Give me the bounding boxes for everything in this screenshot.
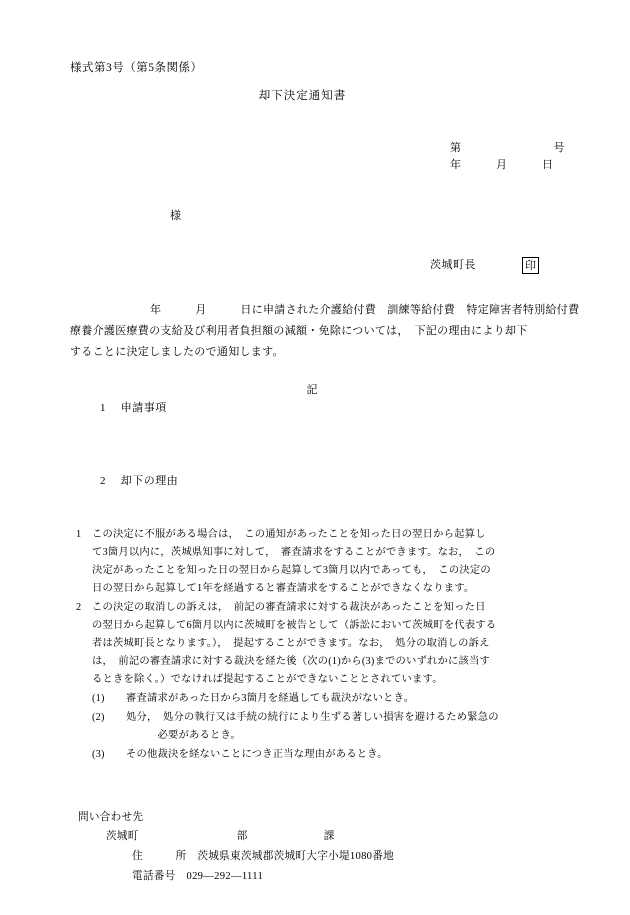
body-line-2: 療養介護医療費の支給及び利用者負担額の減額・免除については， 下記の理由により却下 (70, 324, 528, 337)
note-2-number: 2 (76, 601, 82, 613)
note-2-line-3: 者は茨城町長となります。）， 提起することができます。なお， 処分の取消しの訴え (92, 637, 490, 649)
subitem-2-line-2: 必要があるとき。 (126, 729, 242, 741)
note-1-line-4: 日の翌日から起算して1年を経過すると審査請求をすることができなくなります。 (92, 582, 475, 594)
subitem-2-body (126, 709, 575, 745)
subitem-1-line-1: 審査請求があった日から3箇月を経過しても裁決がないとき。 (126, 692, 415, 704)
body-line-3: することに決定しましたので通知します。 (70, 345, 284, 358)
note-1-body (92, 526, 575, 598)
form-number: 様式第3号（第5条関係） (70, 62, 203, 74)
note-1-number: 1 (76, 528, 82, 540)
seal-icon: 印 (522, 257, 539, 274)
subitem-3-line-1: その他裁決を経ないことにつき正当な理由があるとき。 (126, 748, 388, 760)
subitem-3-body (126, 746, 575, 764)
contact-office: 茨城町 部 課 (106, 831, 335, 843)
note-1-line-2: て3箇月以内に，茨城県知事に対して， 審査請求をすることができます。なお， この (92, 546, 496, 558)
note-2-line-4: は， 前記の審査請求に対する裁決を経た後（次の(1)から(3)までのいずれかに該当す (92, 655, 490, 667)
note-2-line-2: の翌日から起算して6箇月以内に茨城町を被告として（訴訟において茨城町を代表する (92, 619, 497, 631)
contact-address-label: 住 所 (132, 851, 187, 863)
contact-address-line (70, 847, 575, 867)
note-1-line-3: 決定があったことを知った日の翌日から起算して3箇月以内であっても， この決定の (92, 564, 491, 576)
subitem-3-number: (3) (92, 748, 105, 760)
note-2-body (92, 599, 575, 689)
body-line-1: 年 月 日に申請された介護給付費 訓練等給付費 特定障害者特別給付費 (150, 303, 580, 316)
document-date-line: 年 月 日 (450, 158, 554, 171)
note-item (70, 526, 575, 598)
body-paragraph (70, 300, 580, 363)
document-number-line: 第 号 (450, 141, 565, 154)
section-1-blank-area (70, 417, 575, 473)
subitem-1-number: (1) (92, 692, 105, 704)
contact-address-value: 茨城県東茨城郡茨城町大字小堤1080番地 (197, 851, 395, 863)
contact-phone-value: 029—292—1111 (186, 870, 264, 882)
document-title: 却下決定通知書 (258, 89, 347, 102)
ki-mark: 記 (306, 384, 319, 397)
section-1-heading (70, 400, 575, 417)
document-meta (70, 140, 575, 174)
section-2-blank-area (70, 490, 575, 520)
note-subitem (70, 709, 575, 745)
section-1-number: 1 (100, 401, 106, 414)
subitem-1-body (126, 690, 575, 708)
issuer-name: 茨城町長 (430, 258, 476, 271)
addressee-line: 様 (170, 209, 182, 222)
note-subitem (70, 690, 575, 708)
contact-phone-line (70, 867, 575, 887)
note-2-line-5: るときを除く。）でなければ提起することができないこととされています。 (92, 673, 443, 685)
section-1-label: 申請事項 (120, 401, 167, 414)
note-1-line-1: この決定に不服がある場合は， この通知があったことを知った日の翌日から起算し (92, 528, 486, 540)
contact-block (70, 808, 575, 886)
subitem-2-line-1: 処分， 処分の執行又は手続の続行により生ずる著しい損害を避けるため緊急の (126, 711, 499, 723)
notes-block (70, 526, 575, 764)
issuer-block (70, 257, 575, 274)
note-subitem (70, 746, 575, 764)
section-2-label: 却下の理由 (120, 474, 179, 487)
contact-heading: 問い合わせ先 (78, 811, 144, 823)
section-2-number: 2 (100, 474, 106, 487)
section-2-heading (70, 473, 575, 490)
contact-phone-label: 電話番号 (132, 870, 176, 882)
note-item (70, 599, 575, 689)
note-2-line-1: この決定の取消しの訴えは， 前記の審査請求に対する裁決があったことを知った日 (92, 601, 486, 613)
subitem-2-number: (2) (92, 711, 105, 723)
